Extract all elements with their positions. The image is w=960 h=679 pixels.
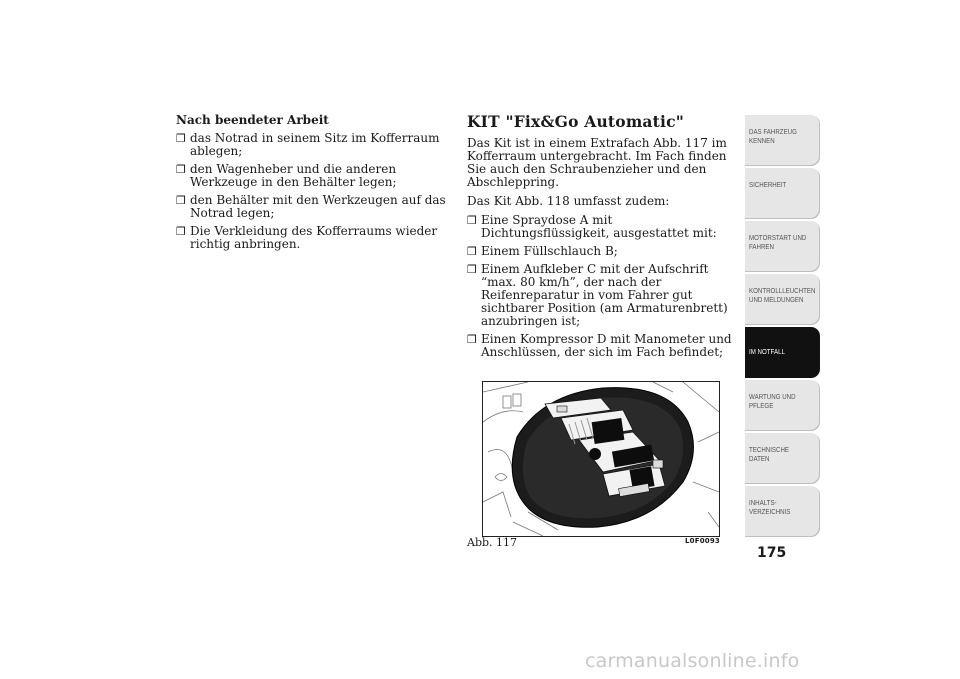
figure-trunk-compartment <box>482 381 720 537</box>
list-item-text: Einen Kompressor D mit Manometer und Anschlüssen, der sich im Fach befindet; <box>481 332 732 359</box>
chapter-tab-im-notfall[interactable] <box>745 327 820 378</box>
page-number: 175 <box>757 545 787 561</box>
trunk-kit-illustration <box>483 382 719 536</box>
chapter-tab-label: IM NOTFALL <box>749 349 785 356</box>
chapter-tab-das-fahrzeug-kennen[interactable] <box>745 115 820 166</box>
left-bullet-list <box>176 132 451 251</box>
checkbox-bullet-icon: ❒ <box>467 214 477 227</box>
chapter-tab-motorstart-und-fahren[interactable] <box>745 221 820 272</box>
chapter-tab-technische-daten[interactable] <box>745 433 820 484</box>
list-item <box>176 225 451 251</box>
chapter-tab-label: MOTORSTART UND FAHREN <box>749 235 807 251</box>
right-column <box>467 112 742 364</box>
list-item-text: das Notrad in seinem Sitz im Kofferraum ablegen; <box>190 131 440 158</box>
list-item <box>467 333 742 359</box>
intro-paragraph: Das Kit ist in einem Extrafach Abb. 117 im Kofferraum untergebracht. Im Fach finden Sie auch den Schraubenzieher und den Abschleppring. <box>467 136 727 189</box>
list-item <box>467 245 742 258</box>
chapter-tab-label: DAS FAHRZEUG KENNEN <box>749 129 797 145</box>
checkbox-bullet-icon: ❒ <box>467 333 477 346</box>
kit-contents-paragraph: Das Kit Abb. 118 umfasst zudem: <box>467 194 670 208</box>
figure-caption: Abb. 117 <box>467 536 518 549</box>
list-item <box>176 163 451 189</box>
right-bullet-list <box>467 214 742 359</box>
list-item-text: den Behälter mit den Werkzeugen auf das Notrad legen; <box>190 193 446 220</box>
chapter-tab-label: WARTUNG UND PFLEGE <box>749 394 796 410</box>
chapter-tab-sicherheit[interactable] <box>745 168 820 219</box>
chapter-tab-label: INHALTS- VERZEICHNIS <box>749 500 791 516</box>
list-item-text: Die Verkleidung des Kofferraums wieder richtig anbringen. <box>190 224 438 251</box>
list-item <box>467 263 742 328</box>
checkbox-bullet-icon: ❒ <box>176 225 186 238</box>
list-item-text: den Wagenheber und die anderen Werkzeuge in den Behälter legen; <box>190 162 397 189</box>
chapter-tabs <box>745 115 820 539</box>
list-item-text: Einem Füllschlauch B; <box>481 244 618 258</box>
chapter-tab-inhaltsverzeichnis[interactable] <box>745 486 820 537</box>
list-item <box>467 214 742 240</box>
checkbox-bullet-icon: ❒ <box>467 245 477 258</box>
checkbox-bullet-icon: ❒ <box>176 132 186 145</box>
checkbox-bullet-icon: ❒ <box>176 163 186 176</box>
left-column <box>176 113 451 256</box>
list-item-text: Einem Aufkleber C mit der Aufschrift “max. 80 km/h”, der nach der Reifenreparatur in vom Fahrer gut sichtbarer Position (am Armaturenbrett) anzubringen ist; <box>481 262 728 328</box>
section-heading: KIT "Fix&Go Automatic" <box>467 112 685 131</box>
checkbox-bullet-icon: ❒ <box>467 263 477 276</box>
list-item <box>176 132 451 158</box>
checkbox-bullet-icon: ❒ <box>176 194 186 207</box>
list-item-text: Eine Spraydose A mit Dichtungsflüssigkeit, ausgestattet mit: <box>481 213 717 240</box>
chapter-tab-label: SICHERHEIT <box>749 182 787 189</box>
watermark: carmanualsonline.info <box>585 650 800 672</box>
list-item <box>176 194 451 220</box>
figure-code: L0F0093 <box>685 537 720 545</box>
chapter-tab-label: KONTROLLLEUCHTEN UND MELDUNGEN <box>749 288 816 304</box>
section-subheading: Nach beendeter Arbeit <box>176 113 329 127</box>
chapter-tab-label: TECHNISCHE DATEN <box>749 447 790 463</box>
chapter-tab-wartung-und-pflege[interactable] <box>745 380 820 431</box>
chapter-tab-kontrollleuchten[interactable] <box>745 274 820 325</box>
